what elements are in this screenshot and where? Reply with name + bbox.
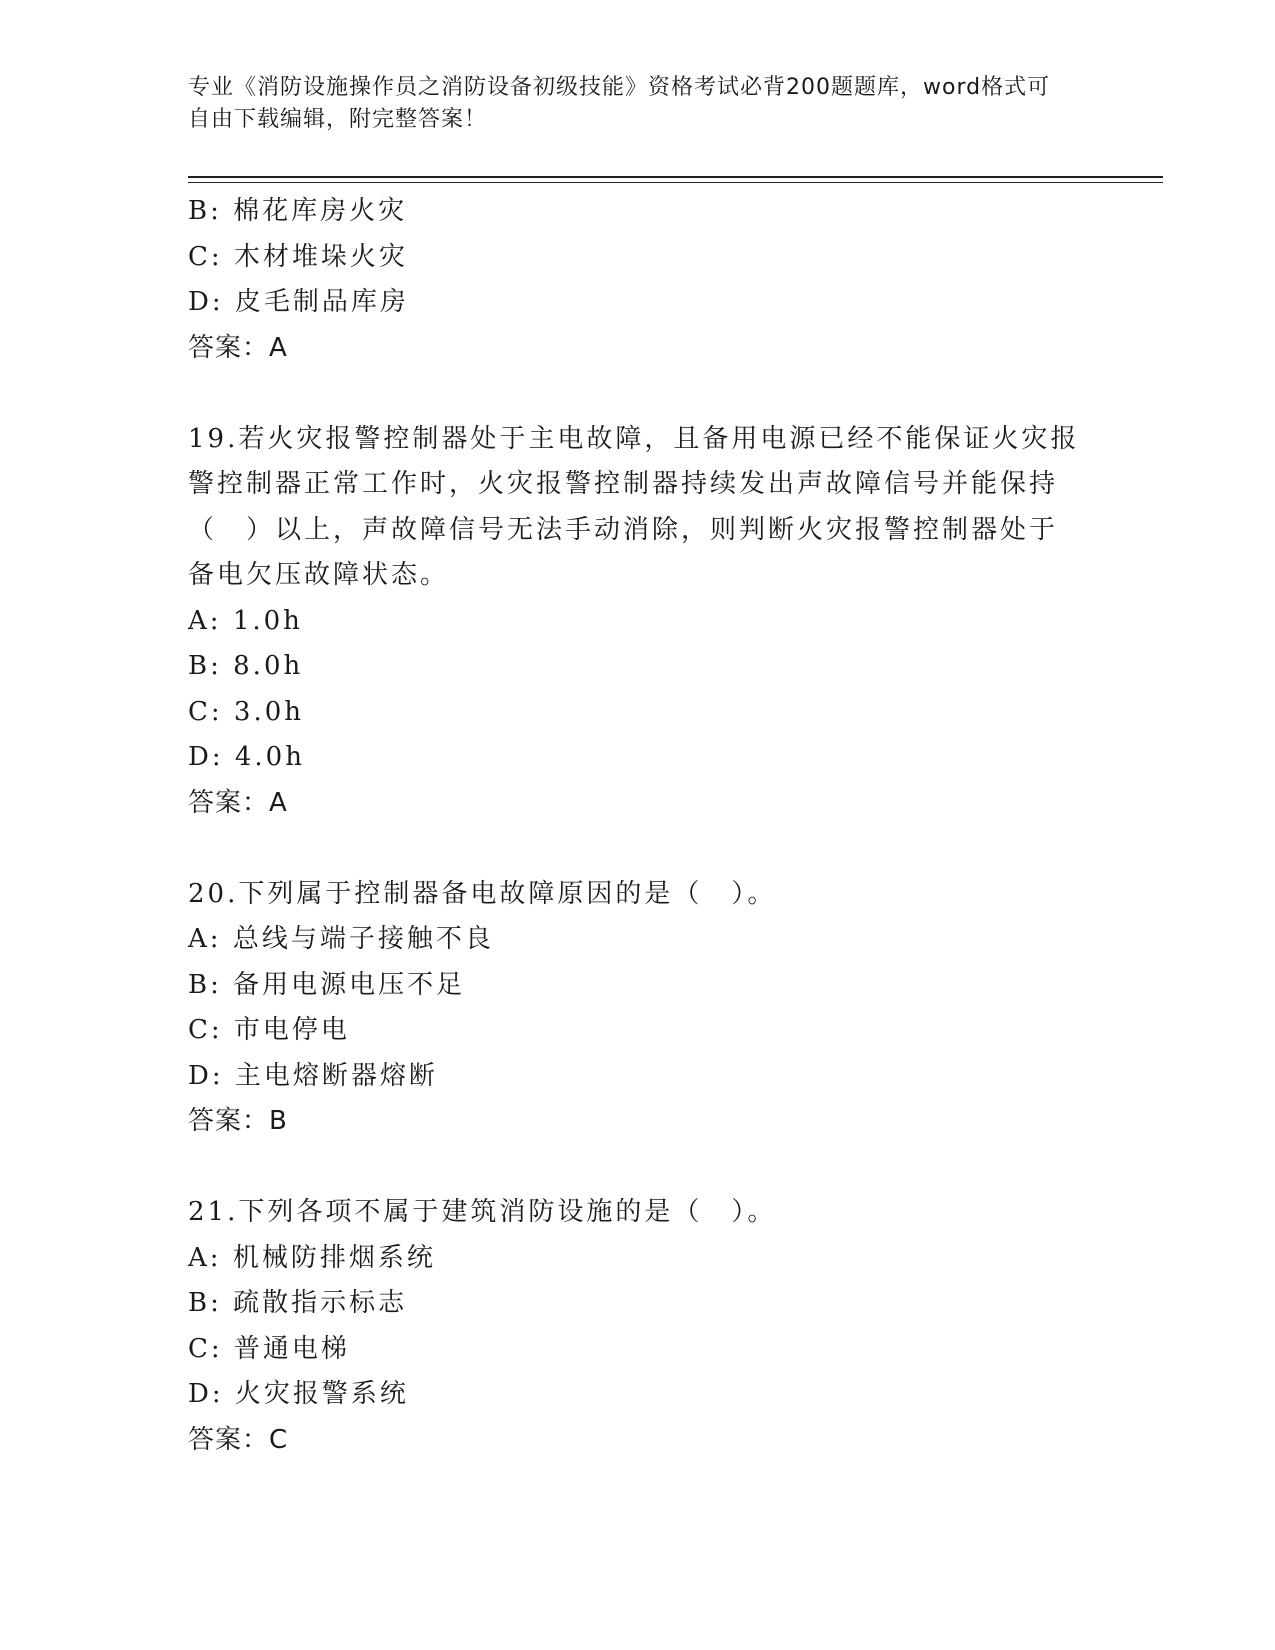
option-c: C: 3.0h bbox=[188, 696, 305, 727]
option-c: C: 普通电梯 bbox=[188, 1333, 350, 1364]
option-b: B: 棉花库房火灾 bbox=[188, 196, 408, 226]
option-b: B: 备用电源电压不足 bbox=[188, 969, 466, 1000]
question-text-line: 19.若火灾报警控制器处于主电故障，且备用电源已经不能保证火灾报 bbox=[188, 423, 1080, 454]
option-c: C: 木材堆垛火灾 bbox=[188, 241, 408, 272]
answer: 答案：B bbox=[188, 1106, 288, 1136]
header-rule-thick bbox=[188, 176, 1163, 178]
option-a: A: 总线与端子接触不良 bbox=[188, 924, 494, 954]
question-text-line: 备电欠压故障状态。 bbox=[188, 560, 450, 590]
option-d: D: 主电熔断器熔断 bbox=[188, 1060, 438, 1091]
page-header-title: 专业《消防设施操作员之消防设备初级技能》资格考试必背200题题库，word格式可自由下载编辑，附完整答案！ bbox=[188, 75, 1051, 132]
option-d: D: 火灾报警系统 bbox=[188, 1379, 409, 1409]
option-a: A: 机械防排烟系统 bbox=[188, 1242, 436, 1273]
question-text-line: 20.下列属于控制器备电故障原因的是（ ）。 bbox=[188, 878, 777, 909]
option-d: D: 皮毛制品库房 bbox=[188, 287, 409, 317]
option-b: B: 疏散指示标志 bbox=[188, 1288, 408, 1318]
header-rule-thin bbox=[188, 182, 1163, 183]
question-text-line: （ ）以上，声故障信号无法手动消除，则判断火灾报警控制器处于 bbox=[188, 514, 1059, 545]
option-d: D: 4.0h bbox=[188, 742, 305, 772]
option-a: A: 1.0h bbox=[188, 605, 303, 636]
question-text-line: 警控制器正常工作时，火灾报警控制器持续发出声故障信号并能保持 bbox=[188, 469, 1059, 499]
question-21 bbox=[188, 1190, 1088, 1463]
option-b: B: 8.0h bbox=[188, 651, 304, 681]
answer: 答案：A bbox=[188, 787, 288, 818]
question-text-line: 21.下列各项不属于建筑消防设施的是（ ）。 bbox=[188, 1197, 777, 1227]
question-list bbox=[188, 189, 1088, 1463]
option-c: C: 市电停电 bbox=[188, 1015, 350, 1045]
answer: 答案：C bbox=[188, 1424, 289, 1455]
question-20 bbox=[188, 872, 1088, 1145]
answer: 答案：A bbox=[188, 332, 288, 363]
question-19 bbox=[188, 417, 1088, 827]
question-18-continued bbox=[188, 189, 1088, 371]
